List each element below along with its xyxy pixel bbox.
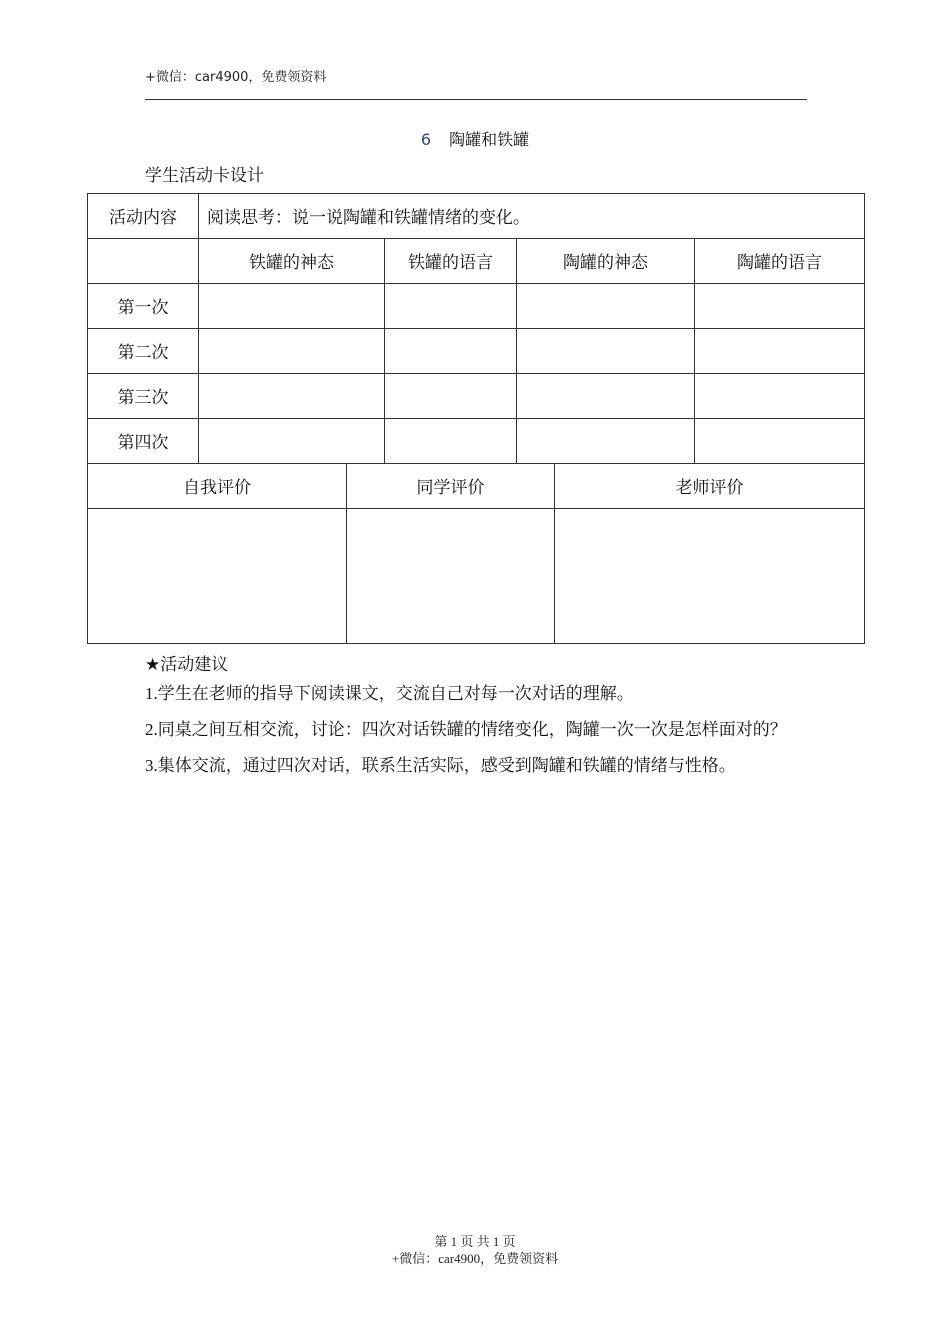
row-label: 第二次: [117, 343, 169, 362]
row-label-cell: [88, 284, 199, 329]
table-cell: [695, 374, 865, 419]
row-label-cell: [88, 419, 199, 464]
column-header-cell: [517, 239, 695, 284]
column-header-cell: [695, 239, 865, 284]
teacher-evaluation-cell: [555, 509, 865, 644]
header-corner-cell: [88, 239, 199, 284]
table-row: [88, 329, 865, 374]
peer-evaluation-cell: [347, 509, 555, 644]
table-cell: [199, 374, 385, 419]
lesson-title: 陶罐和铁罐: [449, 130, 530, 149]
activity-content-label-cell: [88, 194, 199, 239]
row-label: 第三次: [117, 388, 169, 407]
suggestion-item: 1.学生在老师的指导下阅读课文，交流自己对每一次对话的理解。: [145, 684, 634, 703]
activity-content-label: 活动内容: [109, 208, 177, 228]
table-cell: [517, 329, 695, 374]
table-cell: [517, 374, 695, 419]
table-cell: [695, 284, 865, 329]
page-number: 第 1 页 共 1 页: [434, 1234, 516, 1249]
suggestions-title: ★活动建议: [145, 655, 229, 675]
table-cell: [199, 284, 385, 329]
table-cell: [517, 284, 695, 329]
teacher-evaluation-label: 老师评价: [675, 478, 744, 498]
table-cell: [199, 329, 385, 374]
table-cell: [695, 329, 865, 374]
row-label-cell: [88, 329, 199, 374]
activity-content-desc-cell: [199, 194, 865, 239]
table-cell: [695, 419, 865, 464]
column-header-cell: [199, 239, 385, 284]
column-header: 陶罐的神态: [563, 253, 648, 272]
section-title: 学生活动卡设计: [145, 166, 264, 186]
evaluation-header-cell: [555, 464, 865, 509]
suggestions-list: [145, 676, 815, 784]
lesson-number: 6: [420, 130, 432, 149]
self-evaluation-label: 自我评价: [183, 478, 251, 498]
evaluation-header-cell: [88, 464, 347, 509]
table-row: [88, 284, 865, 329]
column-header: 铁罐的语言: [408, 253, 493, 272]
header-watermark-note: +微信：car4900，免费领资料: [145, 70, 327, 85]
header-divider: [145, 99, 807, 100]
peer-evaluation-label: 同学评价: [416, 478, 485, 498]
suggestion-item: 2.同桌之间互相交流，讨论：四次对话铁罐的情绪变化，陶罐一次一次是怎样面对的？: [145, 720, 787, 739]
suggestion-item: 3.集体交流，通过四次对话，联系生活实际，感受到陶罐和铁罐的情绪与性格。: [145, 756, 736, 775]
row-label: 第四次: [117, 433, 169, 452]
table-cell: [385, 284, 517, 329]
footer-watermark-note: +微信：car4900，免费领资料: [391, 1251, 559, 1266]
activity-content-desc: 阅读思考：说一说陶罐和铁罐情绪的变化。: [207, 208, 530, 227]
table-cell: [517, 419, 695, 464]
table-cell: [385, 374, 517, 419]
document-title: [0, 127, 950, 150]
column-header-cell: [385, 239, 517, 284]
evaluation-body-row: [88, 509, 865, 644]
column-header-row: [88, 239, 865, 284]
activity-card-table: [87, 193, 865, 644]
activity-content-row: [88, 194, 865, 239]
row-label: 第一次: [117, 298, 169, 317]
evaluation-header-row: [88, 464, 865, 509]
table-row: [88, 419, 865, 464]
table-cell: [385, 329, 517, 374]
table-cell: [385, 419, 517, 464]
column-header: 陶罐的语言: [737, 253, 823, 272]
table-cell: [199, 419, 385, 464]
self-evaluation-cell: [88, 509, 347, 644]
row-label-cell: [88, 374, 199, 419]
column-header: 铁罐的神态: [249, 253, 334, 272]
evaluation-header-cell: [347, 464, 555, 509]
table-row: [88, 374, 865, 419]
